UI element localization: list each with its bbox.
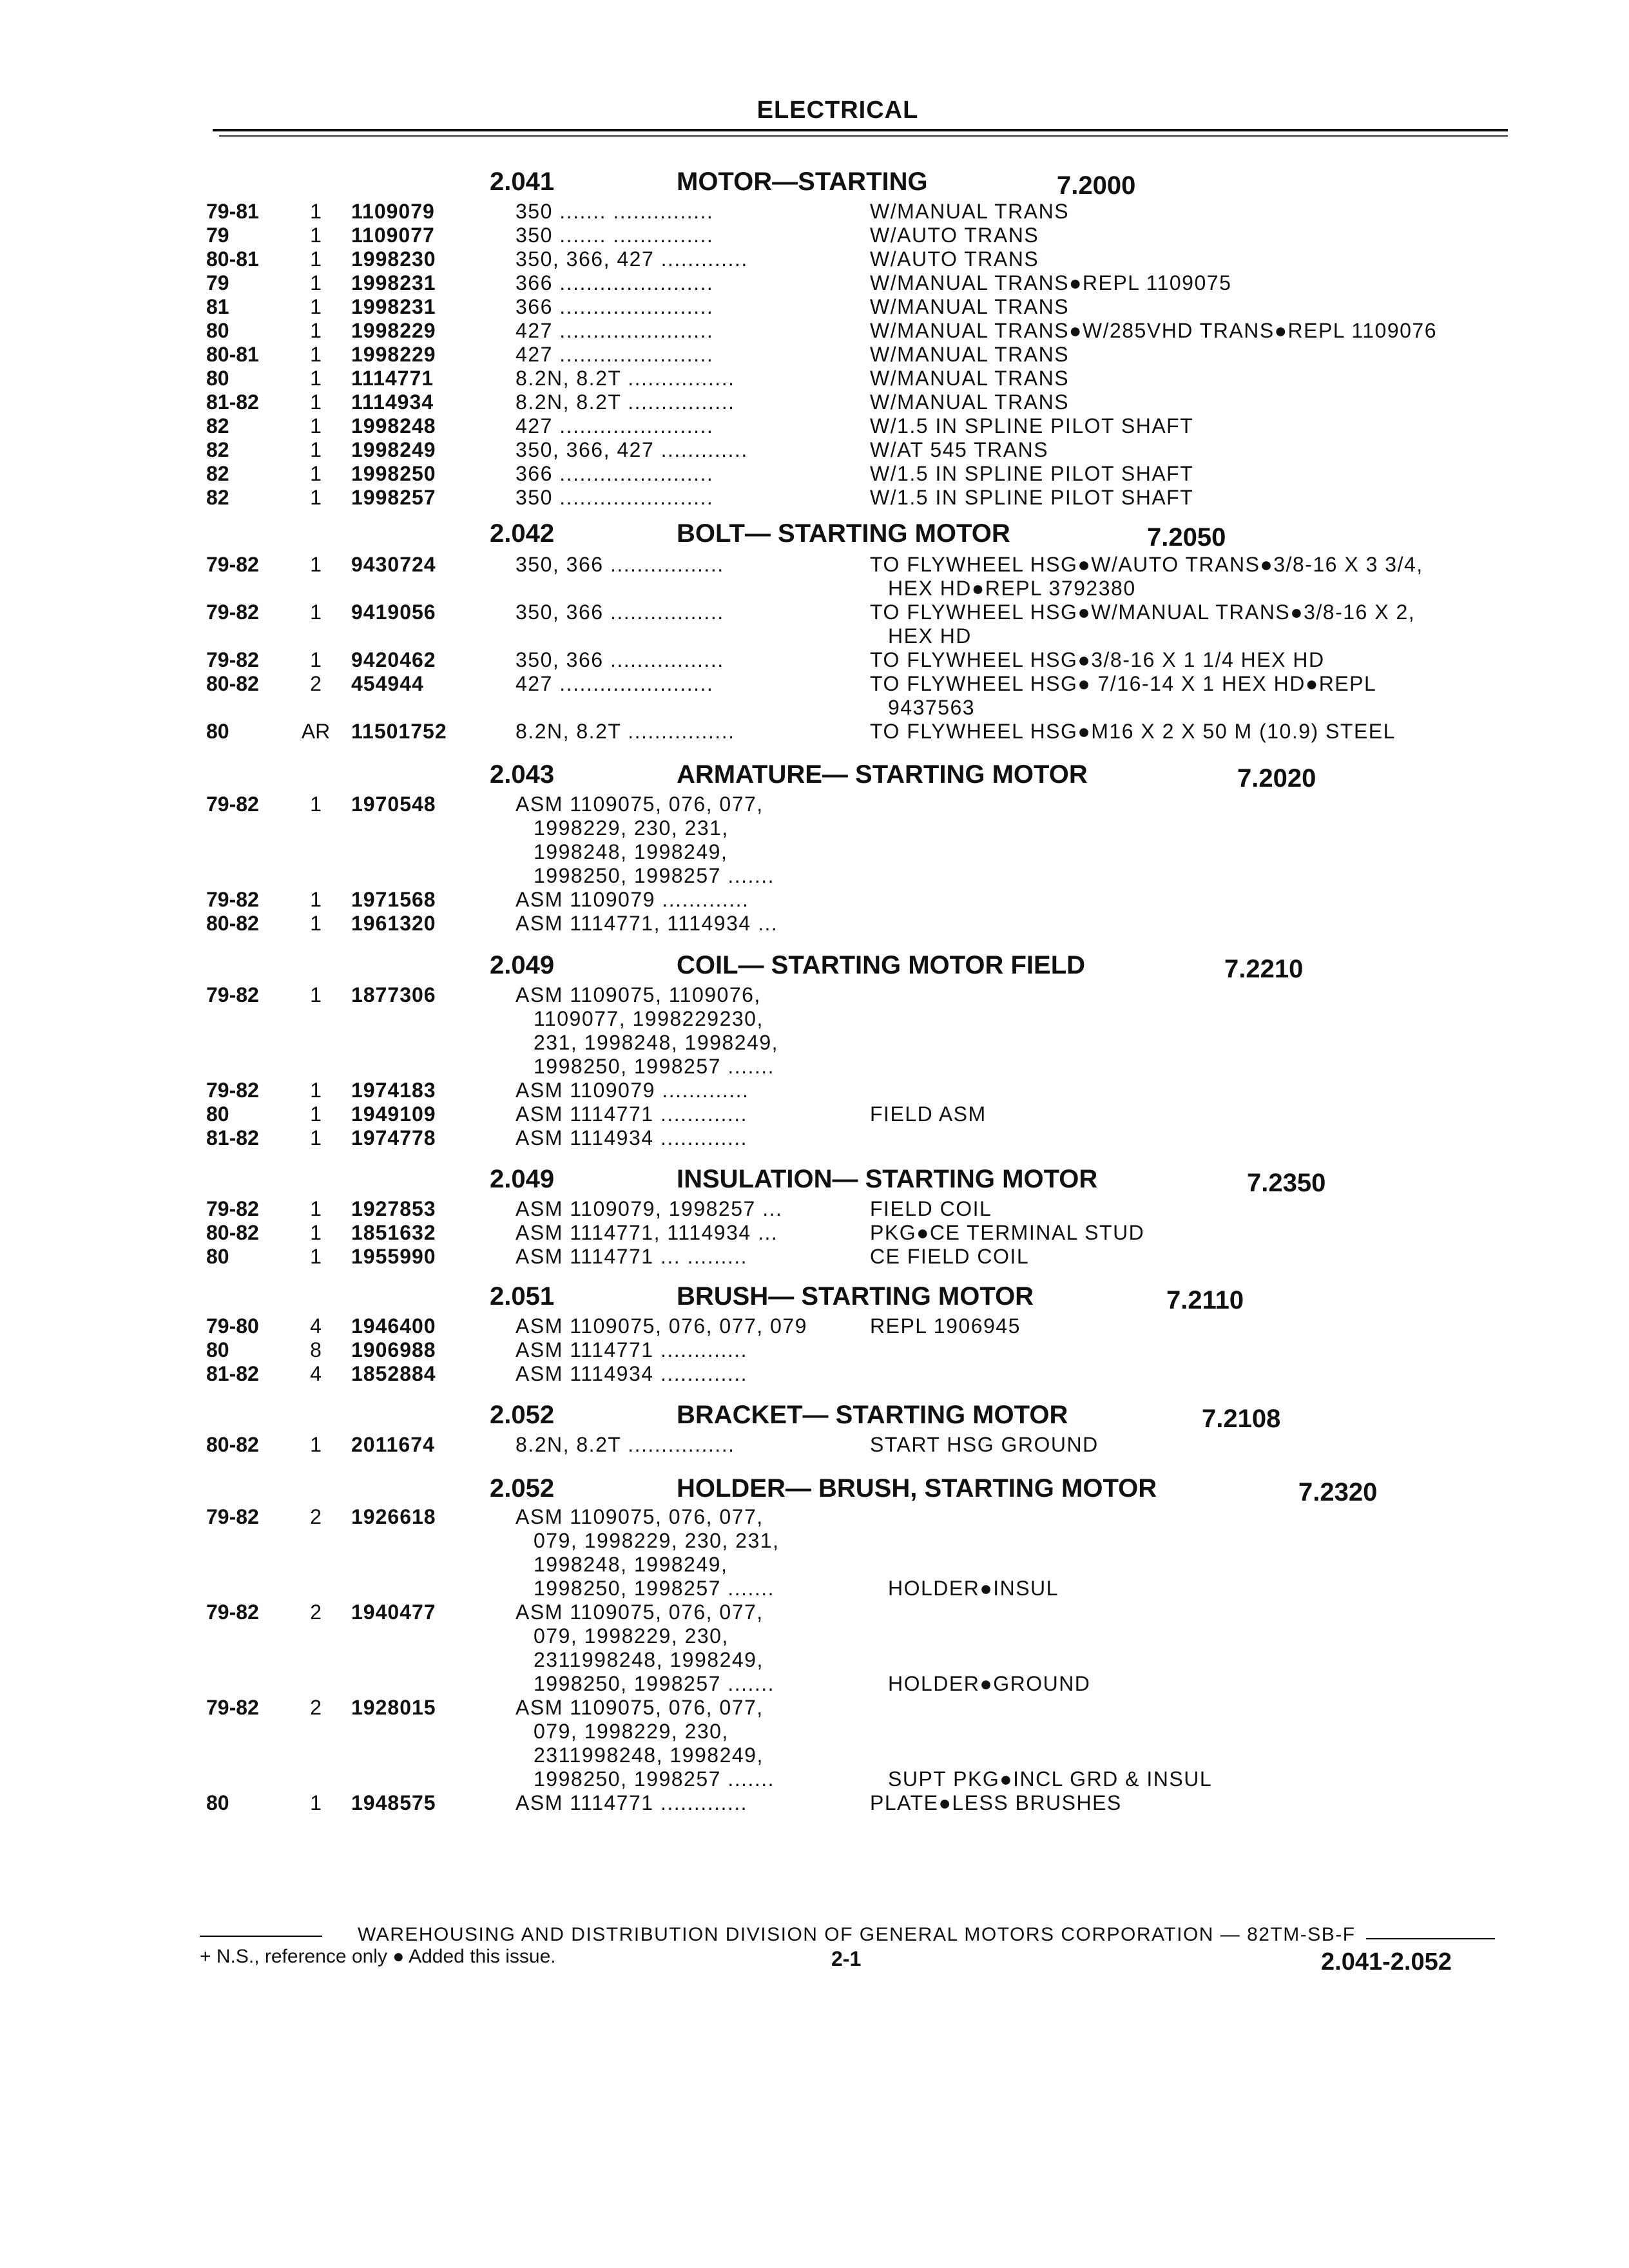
row-application: 427 ....................... — [516, 319, 714, 342]
row-description: START HSG GROUND — [870, 1433, 1099, 1456]
row-application: 079, 1998229, 230, 231, — [534, 1529, 780, 1552]
row-quantity: 2 — [310, 1600, 322, 1624]
row-application: ASM 1109075, 076, 077, — [516, 1600, 764, 1624]
section-number: 2.049 — [490, 951, 555, 979]
row-application: 350 ....................... — [516, 486, 714, 509]
row-year: 79-82 — [206, 1197, 259, 1220]
row-part-number: 1109077 — [351, 224, 435, 247]
row-quantity: 1 — [310, 983, 322, 1006]
row-part-number: 1998249 — [351, 438, 436, 461]
row-description: W/1.5 IN SPLINE PILOT SHAFT — [870, 486, 1194, 509]
row-quantity: 4 — [310, 1362, 322, 1385]
row-part-number: 2011674 — [351, 1433, 435, 1456]
footer-note: + N.S., reference only ● Added this issue. — [200, 1946, 556, 1967]
footer-rule-right — [1366, 1938, 1495, 1939]
row-application: 1998250, 1998257 ....... — [534, 864, 775, 887]
row-quantity: 1 — [310, 601, 322, 624]
row-year: 80-81 — [206, 247, 259, 271]
section-reference: 7.2320 — [1298, 1478, 1378, 1506]
row-quantity: 1 — [310, 1079, 322, 1102]
row-year: 82 — [206, 438, 229, 461]
row-quantity: 1 — [310, 553, 322, 576]
row-year: 80 — [206, 720, 229, 743]
row-application: 350, 366, 427 ............. — [516, 438, 748, 461]
row-quantity: AR — [301, 720, 331, 743]
row-quantity: 1 — [310, 486, 322, 509]
row-part-number: 9420462 — [351, 648, 436, 671]
row-part-number: 1877306 — [351, 983, 436, 1006]
section-number: 2.052 — [490, 1401, 555, 1429]
row-year: 80-81 — [206, 343, 259, 366]
footer-rule-left — [200, 1936, 322, 1937]
footer-division: WAREHOUSING AND DISTRIBUTION DIVISION OF GENERAL MOTORS CORPORATION — 82TM-SB-F — [358, 1924, 1356, 1945]
row-part-number: 9419056 — [351, 601, 436, 624]
row-application: ASM 1114771, 1114934 ... — [516, 912, 778, 935]
row-application: 8.2N, 8.2T ................ — [516, 720, 735, 743]
row-application: 350, 366, 427 ............. — [516, 247, 748, 271]
row-application: 1998248, 1998249, — [534, 1553, 728, 1576]
row-application: ASM 1114934 ............. — [516, 1362, 748, 1385]
section-reference: 7.2000 — [1057, 171, 1136, 200]
row-application: ASM 1109079 ............. — [516, 1079, 749, 1102]
row-description: HEX HD — [888, 624, 972, 648]
row-part-number: 1114934 — [351, 390, 434, 414]
row-quantity: 1 — [310, 1197, 322, 1220]
row-description: TO FLYWHEEL HSG●W/MANUAL TRANS●3/8-16 X 2, — [870, 601, 1416, 624]
row-quantity: 1 — [310, 1126, 322, 1149]
row-application: ASM 1114771, 1114934 ... — [516, 1221, 778, 1244]
row-quantity: 8 — [310, 1338, 322, 1361]
row-description: 9437563 — [888, 696, 976, 719]
row-quantity: 1 — [310, 1245, 322, 1268]
section-title: COIL— STARTING MOTOR FIELD — [677, 951, 1086, 979]
row-application: 8.2N, 8.2T ................ — [516, 367, 735, 390]
section-title: INSULATION— STARTING MOTOR — [677, 1165, 1098, 1193]
row-quantity: 1 — [310, 1791, 322, 1814]
row-application: 8.2N, 8.2T ................ — [516, 390, 735, 414]
row-year: 79-82 — [206, 648, 259, 671]
row-part-number: 1998257 — [351, 486, 436, 509]
row-part-number: 1906988 — [351, 1338, 436, 1361]
row-application: 350, 366 ................. — [516, 601, 724, 624]
row-part-number: 1998229 — [351, 319, 436, 342]
row-description: FIELD ASM — [870, 1102, 987, 1126]
row-year: 79-80 — [206, 1314, 259, 1338]
row-part-number: 1928015 — [351, 1696, 436, 1719]
row-quantity: 1 — [310, 271, 322, 294]
row-part-number: 1998248 — [351, 414, 436, 437]
row-description: SUPT PKG●INCL GRD & INSUL — [888, 1767, 1213, 1791]
row-description: W/MANUAL TRANS — [870, 295, 1070, 318]
row-description: TO FLYWHEEL HSG●3/8-16 X 1 1/4 HEX HD — [870, 648, 1325, 671]
row-application: 1998250, 1998257 ....... — [534, 1672, 775, 1695]
row-year: 79-82 — [206, 888, 259, 911]
row-application: 1998250, 1998257 ....... — [534, 1577, 775, 1600]
page-title: ELECTRICAL — [757, 97, 919, 124]
row-year: 79 — [206, 271, 229, 294]
row-part-number: 1852884 — [351, 1362, 436, 1385]
section-title: MOTOR—STARTING — [677, 168, 928, 196]
row-part-number: 1970548 — [351, 793, 436, 816]
row-part-number: 1949109 — [351, 1102, 436, 1126]
row-application: 8.2N, 8.2T ................ — [516, 1433, 735, 1456]
row-application: ASM 1109075, 076, 077, 079 — [516, 1314, 807, 1338]
row-part-number: 11501752 — [351, 720, 447, 743]
row-year: 80 — [206, 367, 229, 390]
row-part-number: 1998230 — [351, 247, 436, 271]
section-number: 2.049 — [490, 1165, 555, 1193]
row-quantity: 1 — [310, 367, 322, 390]
row-description: TO FLYWHEEL HSG●W/AUTO TRANS●3/8-16 X 3 3/4, — [870, 553, 1423, 576]
row-application: 1109077, 1998229230, — [534, 1007, 764, 1030]
row-year: 80-82 — [206, 1221, 259, 1244]
row-description: W/MANUAL TRANS●W/285VHD TRANS●REPL 1109076 — [870, 319, 1437, 342]
row-quantity: 1 — [310, 648, 322, 671]
row-quantity: 1 — [310, 319, 322, 342]
row-quantity: 1 — [310, 462, 322, 485]
row-part-number: 9430724 — [351, 553, 436, 576]
row-part-number: 1946400 — [351, 1314, 436, 1338]
row-description: W/AUTO TRANS — [870, 224, 1039, 247]
row-application: 366 ....................... — [516, 295, 714, 318]
row-year: 80-82 — [206, 912, 259, 935]
row-description: FIELD COIL — [870, 1197, 992, 1220]
row-quantity: 1 — [310, 888, 322, 911]
row-year: 79-82 — [206, 983, 259, 1006]
row-part-number: 1971568 — [351, 888, 436, 911]
row-year: 82 — [206, 414, 229, 437]
row-year: 79-82 — [206, 601, 259, 624]
row-application: 366 ....................... — [516, 462, 714, 485]
row-application: 350 ....... ............... — [516, 200, 714, 223]
row-part-number: 1998231 — [351, 295, 436, 318]
row-quantity: 1 — [310, 295, 322, 318]
section-title: BOLT— STARTING MOTOR — [677, 519, 1010, 548]
page-number: 2-1 — [831, 1947, 862, 1970]
row-year: 79-82 — [206, 1696, 259, 1719]
row-quantity: 2 — [310, 1696, 322, 1719]
row-application: ASM 1114771 ............. — [516, 1338, 748, 1361]
section-number: 2.052 — [490, 1474, 555, 1503]
row-description: HOLDER●GROUND — [888, 1672, 1091, 1695]
section-reference: 7.2110 — [1166, 1286, 1244, 1314]
row-application: 2311998248, 1998249, — [534, 1744, 764, 1767]
section-reference: 7.2210 — [1224, 955, 1304, 983]
section-title: BRUSH— STARTING MOTOR — [677, 1282, 1034, 1311]
row-application: 350 ....... ............... — [516, 224, 714, 247]
row-year: 79-82 — [206, 1600, 259, 1624]
row-quantity: 1 — [310, 224, 322, 247]
row-application: 079, 1998229, 230, — [534, 1624, 729, 1648]
row-quantity: 1 — [310, 912, 322, 935]
row-quantity: 1 — [310, 247, 322, 271]
row-description: W/MANUAL TRANS●REPL 1109075 — [870, 271, 1232, 294]
row-year: 81-82 — [206, 390, 259, 414]
row-part-number: 1927853 — [351, 1197, 436, 1220]
row-application: ASM 1109079 ............. — [516, 888, 749, 911]
row-year: 80 — [206, 1791, 229, 1814]
row-part-number: 1114771 — [351, 367, 434, 390]
section-title: BRACKET— STARTING MOTOR — [677, 1401, 1068, 1429]
row-application: 231, 1998248, 1998249, — [534, 1031, 778, 1054]
row-description: W/1.5 IN SPLINE PILOT SHAFT — [870, 462, 1194, 485]
section-reference: 7.2050 — [1147, 523, 1226, 552]
row-application: 366 ....................... — [516, 271, 714, 294]
row-year: 79-82 — [206, 793, 259, 816]
row-quantity: 1 — [310, 343, 322, 366]
section-number: 2.043 — [490, 760, 555, 789]
row-year: 80-82 — [206, 672, 259, 695]
row-year: 79-82 — [206, 1505, 259, 1528]
row-application: 427 ....................... — [516, 343, 714, 366]
row-application: 2311998248, 1998249, — [534, 1648, 764, 1671]
row-part-number: 1961320 — [351, 912, 436, 935]
row-year: 80 — [206, 1102, 229, 1126]
row-description: TO FLYWHEEL HSG●M16 X 2 X 50 M (10.9) STEEL — [870, 720, 1396, 743]
row-year: 79 — [206, 224, 229, 247]
section-reference: 7.2350 — [1247, 1169, 1326, 1197]
row-application: 350, 366 ................. — [516, 553, 724, 576]
row-description: CE FIELD COIL — [870, 1245, 1030, 1268]
row-description: HEX HD●REPL 3792380 — [888, 577, 1136, 600]
row-application: 1998250, 1998257 ....... — [534, 1767, 775, 1791]
row-application: ASM 1109075, 076, 077, — [516, 793, 764, 816]
row-part-number: 454944 — [351, 672, 424, 695]
row-quantity: 1 — [310, 793, 322, 816]
row-description: TO FLYWHEEL HSG● 7/16-14 X 1 HEX HD●REPL — [870, 672, 1377, 695]
header-rule — [213, 129, 1508, 131]
row-application: ASM 1109079, 1998257 ... — [516, 1197, 783, 1220]
row-description: REPL 1906945 — [870, 1314, 1021, 1338]
header-rule-thin — [219, 135, 1508, 137]
row-application: 427 ....................... — [516, 672, 714, 695]
row-part-number: 1948575 — [351, 1791, 436, 1814]
row-description: W/1.5 IN SPLINE PILOT SHAFT — [870, 414, 1194, 437]
row-year: 82 — [206, 486, 229, 509]
row-description: W/MANUAL TRANS — [870, 367, 1070, 390]
row-part-number: 1955990 — [351, 1245, 436, 1268]
row-application: ASM 1109075, 076, 077, — [516, 1505, 764, 1528]
row-year: 79-81 — [206, 200, 259, 223]
row-part-number: 1974778 — [351, 1126, 436, 1149]
row-year: 81 — [206, 295, 229, 318]
row-description: PKG●CE TERMINAL STUD — [870, 1221, 1145, 1244]
row-description: W/MANUAL TRANS — [870, 390, 1070, 414]
row-year: 81-82 — [206, 1126, 259, 1149]
row-application: 1998248, 1998249, — [534, 840, 728, 863]
row-application: 427 ....................... — [516, 414, 714, 437]
row-part-number: 1926618 — [351, 1505, 436, 1528]
row-description: W/AT 545 TRANS — [870, 438, 1049, 461]
row-application: ASM 1114771 ............. — [516, 1102, 748, 1126]
row-year: 79-82 — [206, 553, 259, 576]
row-part-number: 1940477 — [351, 1600, 436, 1624]
section-title: HOLDER— BRUSH, STARTING MOTOR — [677, 1474, 1157, 1503]
row-year: 79-82 — [206, 1079, 259, 1102]
row-year: 82 — [206, 462, 229, 485]
row-part-number: 1974183 — [351, 1079, 436, 1102]
row-year: 80 — [206, 1338, 229, 1361]
row-quantity: 2 — [310, 672, 322, 695]
row-application: 1998250, 1998257 ....... — [534, 1055, 775, 1078]
section-number: 2.041 — [490, 168, 555, 196]
row-quantity: 1 — [310, 1433, 322, 1456]
row-description: W/AUTO TRANS — [870, 247, 1039, 271]
row-description: PLATE●LESS BRUSHES — [870, 1791, 1122, 1814]
row-application: ASM 1114771 ... ......... — [516, 1245, 748, 1268]
row-part-number: 1998229 — [351, 343, 436, 366]
row-quantity: 1 — [310, 438, 322, 461]
section-reference: 7.2020 — [1237, 764, 1316, 793]
row-quantity: 1 — [310, 200, 322, 223]
row-application: ASM 1109075, 1109076, — [516, 983, 761, 1006]
row-description: W/MANUAL TRANS — [870, 343, 1070, 366]
section-title: ARMATURE— STARTING MOTOR — [677, 760, 1088, 789]
row-year: 81-82 — [206, 1362, 259, 1385]
row-year: 80 — [206, 319, 229, 342]
row-quantity: 1 — [310, 1221, 322, 1244]
row-application: 350, 366 ................. — [516, 648, 724, 671]
row-application: 079, 1998229, 230, — [534, 1720, 729, 1743]
section-range: 2.041-2.052 — [1321, 1948, 1452, 1975]
row-application: ASM 1114934 ............. — [516, 1126, 748, 1149]
row-application: ASM 1114771 ............. — [516, 1791, 748, 1814]
row-quantity: 1 — [310, 414, 322, 437]
row-application: 1998229, 230, 231, — [534, 816, 729, 840]
row-part-number: 1998231 — [351, 271, 436, 294]
row-part-number: 1851632 — [351, 1221, 436, 1244]
row-year: 80 — [206, 1245, 229, 1268]
row-quantity: 4 — [310, 1314, 322, 1338]
row-quantity: 2 — [310, 1505, 322, 1528]
section-reference: 7.2108 — [1202, 1405, 1281, 1433]
row-application: ASM 1109075, 076, 077, — [516, 1696, 764, 1719]
row-part-number: 1109079 — [351, 200, 435, 223]
section-number: 2.051 — [490, 1282, 555, 1311]
row-quantity: 1 — [310, 390, 322, 414]
row-part-number: 1998250 — [351, 462, 436, 485]
section-number: 2.042 — [490, 519, 555, 548]
row-quantity: 1 — [310, 1102, 322, 1126]
row-year: 80-82 — [206, 1433, 259, 1456]
row-description: W/MANUAL TRANS — [870, 200, 1070, 223]
row-description: HOLDER●INSUL — [888, 1577, 1059, 1600]
